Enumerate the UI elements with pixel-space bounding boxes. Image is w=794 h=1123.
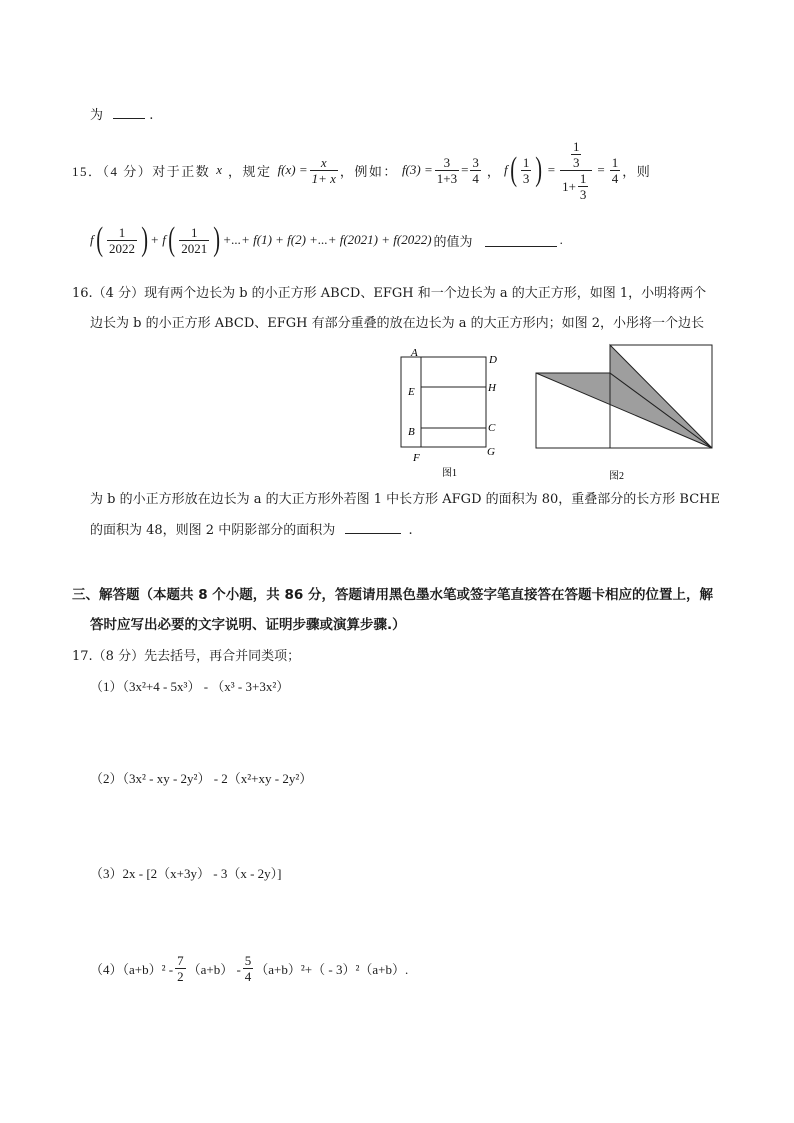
q15-line2: f ( $\frac{1}{2022}$ ) + f ( $\frac{1}{2021}$ ) +...+ f(1) + f(2) +...+ f(2021) + f(2022) 的值为 . [90,221,563,258]
q16-line3: 为 b 的小正方形放在边长为 a 的大正方形外若图 1 中长方形 AFGD 的面积为 80，重叠部分的长方形 BCHE [90,492,720,507]
section-3-heading-line1: 三、解答题（本题共 8 个小题，共 86 分，答题请用黑色墨水笔或签字笔直接答在答题卡相应的位置上，解 [72,587,713,603]
shaded-triangle-left [536,373,712,448]
q17-part1: （1）（3x²+4 - 5x³） - （x³ - 3+3x²） [90,679,290,694]
compound-fraction: $\frac{1}{3}$ 1+ $\frac{1}{3}$ [560,139,592,202]
caption-fig2: 图2 [609,471,624,482]
q15-line1: 15．（4 分）对于正数 x ，规定 f(x) = $\frac{x}{1+ x}$ ，例如： f(3) = $\frac{3}{1+3}$ = $\frac{3}{4}$ ， f ( $\frac{1}{3}$ ) = $\frac{1}{3}$ 1+ $\frac{1}{3}$ = $\frac{1}{4}$ ，则 [72,138,652,202]
q14-tail: 为 . [90,108,154,123]
answer-blank-q15[interactable] [485,234,557,247]
answer-blank-q14[interactable] [113,106,145,119]
label-E: E [408,386,415,398]
section-3-heading-line2: 答时应写出必要的文字说明、证明步骤或演算步骤.） [90,617,406,633]
figure-2 [533,342,717,482]
caption-fig1: 图1 [442,468,457,479]
figure-1 [398,345,508,481]
label-F: F [413,452,420,464]
label-D: D [489,354,497,366]
label-B: B [408,426,415,438]
answer-blank-q16[interactable] [345,521,401,534]
q16-line1: 16.（4 分）现有两个边长为 b 的小正方形 ABCD、EFGH 和一个边长为 a 的大正方形，如图 1，小明将两个 [72,286,707,301]
def-fraction: $\frac{x}{1+ x}$ [311,154,336,186]
q16-line2: 边长为 b 的小正方形 ABCD、EFGH 有部分重叠的放在边长为 a 的大正方形内；如图 2，小彤将一个边长 [90,316,705,331]
q16-line4: 的面积为 48，则图 2 中阴影部分的面积为 . [90,523,413,538]
label-H: H [488,382,496,394]
q17-label: 17.（8 分）先去括号，再合并同类项； [72,649,301,664]
label-A: A [411,347,418,359]
q17-part3: （3）2x - [2（x+3y） - 3（x - 2y）] [90,866,282,881]
q17-part4: （4）（a+b）² - $\frac{7}{2}$ （a+b） - $\frac{5}{4}$ （a+b）²+（ - 3）²（a+b）. [90,952,409,984]
label-G: G [487,446,495,458]
q17-part2: （2）（3x² - xy - 2y²） - 2（x²+xy - 2y²） [90,771,313,786]
label-C: C [488,422,496,434]
